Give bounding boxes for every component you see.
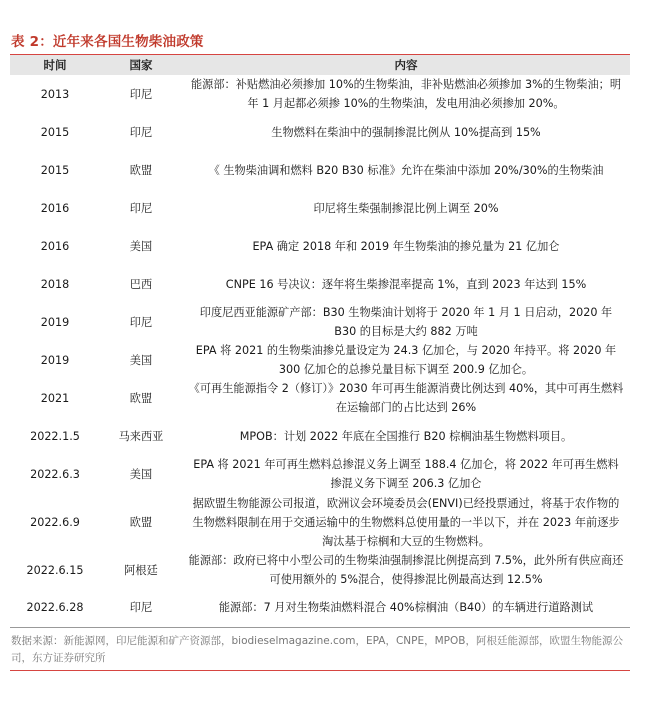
table-row [10, 113, 630, 151]
table-row [10, 341, 630, 379]
cell-country: 印尼 [129, 125, 153, 139]
cell-content: 据欧盟生物能源公司报道，欧洲议会环境委员会(ENVI)已经投票通过，将基于农作物的生物燃料限制在用于交通运输中的生物燃料总使用量的一半以下，并在 2023 年前逐步淘汰基于棕榈和大豆的生物燃料。 [192, 496, 620, 548]
table-header-row [10, 55, 630, 75]
cell-country: 印尼 [100, 589, 182, 627]
cell-content: 能源部：政府已将中小型公司的生物柴油强制掺混比例提高到 7.5%，此外所有供应商还可使用额外的 5%混合，使得掺混比例最高达到 12.5% [188, 554, 624, 586]
table-row [10, 189, 630, 227]
table-row [10, 303, 630, 341]
header-content: 内容 [182, 55, 630, 75]
cell-time: 2022.6.28 [10, 589, 100, 627]
cell-country: 马来西亚 [118, 429, 164, 443]
cell-time: 2022.6.15 [26, 563, 84, 577]
cell-time: 2016 [40, 239, 70, 253]
table-row [10, 551, 630, 589]
cell-country: 欧盟 [129, 515, 153, 529]
cell-content: 生物燃料在柴油中的强制掺混比例从 10%提高到 15% [271, 125, 541, 139]
table-row [10, 151, 630, 189]
cell-time: 2019 [40, 315, 70, 329]
cell-content: 《可再生能源指令 2（修订）》2030 年可再生能源消费比例达到 40%，其中可再生燃料在运输部门的占比达到 26% [188, 382, 624, 414]
cell-country: 美国 [129, 353, 153, 367]
table-title: 表 2：近年来各国生物柴油政策 [10, 30, 630, 55]
table-row [10, 75, 630, 113]
cell-time: 2022.1.5 [30, 429, 80, 443]
cell-time: 2013 [40, 87, 70, 101]
cell-country: 印尼 [129, 315, 153, 329]
cell-content: EPA 确定 2018 年和 2019 年生物柴油的掺兑量为 21 亿加仑 [252, 239, 560, 253]
cell-content: 能源部：补贴燃油必须掺加 10%的生物柴油，非补贴燃油必须掺加 3%的生物柴油；明年 1 月起都必须掺 10%的生物柴油，发电用油必须掺加 20%。 [190, 78, 622, 110]
cell-country: 欧盟 [129, 391, 153, 405]
cell-content: 能源部：7 月对生物柴油燃料混合 40%棕榈油（B40）的车辆进行道路测试 [182, 589, 630, 627]
table-row [10, 227, 630, 265]
cell-time: 2022.6.3 [30, 467, 80, 481]
table-row [10, 417, 630, 455]
table-row [10, 493, 630, 551]
cell-country: 美国 [129, 467, 153, 481]
cell-country: 巴西 [129, 277, 153, 291]
cell-time: 2015 [40, 163, 70, 177]
cell-country: 美国 [129, 239, 153, 253]
cell-country: 阿根廷 [124, 563, 158, 577]
cell-content: EPA 将 2021 年可再生燃料总掺混义务上调至 188.4 亿加仑，将 2022 年可再生燃料掺混义务下调至 206.3 亿加仑 [193, 458, 619, 490]
cell-country: 欧盟 [129, 163, 153, 177]
cell-time: 2018 [40, 277, 70, 291]
cell-time: 2019 [40, 353, 70, 367]
table-row [10, 265, 630, 303]
table-row [10, 455, 630, 493]
cell-content: CNPE 16 号决议：逐年将生柴掺混率提高 1%，直到 2023 年达到 15% [225, 277, 587, 291]
header-time: 时间 [10, 55, 100, 75]
cell-time: 2016 [40, 201, 70, 215]
table-row [10, 379, 630, 417]
cell-time: 2015 [40, 125, 70, 139]
cell-content: 《 生物柴油调和燃料 B20 B30 标准》允许在柴油中添加 20%/30%的生物柴油 [208, 163, 604, 177]
cell-content: 印尼将生柴强制掺混比例上调至 20% [313, 201, 499, 215]
cell-time: 2021 [40, 391, 70, 405]
table-figure [10, 30, 630, 671]
table-row [10, 589, 630, 627]
cell-content: MPOB：计划 2022 年底在全国推行 B20 棕榈油基生物燃料项目。 [239, 429, 573, 443]
cell-content: 印度尼西亚能源矿产部：B30 生物柴油计划将于 2020 年 1 月 1 日启动，2020 年 B30 的目标是大约 882 万吨 [199, 306, 613, 338]
cell-content: EPA 将 2021 的生物柴油掺兑量设定为 24.3 亿加仑，与 2020 年持平。将 2020 年 300 亿加仑的总掺兑量目标下调至 200.9 亿加仑。 [195, 344, 617, 376]
cell-country: 印尼 [129, 201, 153, 215]
cell-country: 印尼 [129, 87, 153, 101]
cell-time: 2022.6.9 [30, 515, 80, 529]
policy-table [10, 55, 630, 628]
source-note: 数据来源：新能源网，印尼能源和矿产资源部，biodieselmagazine.com，EPA，CNPE，MPOB，阿根廷能源部，欧盟生物能源公司，东方证券研究所 [10, 633, 630, 671]
header-country: 国家 [100, 55, 182, 75]
